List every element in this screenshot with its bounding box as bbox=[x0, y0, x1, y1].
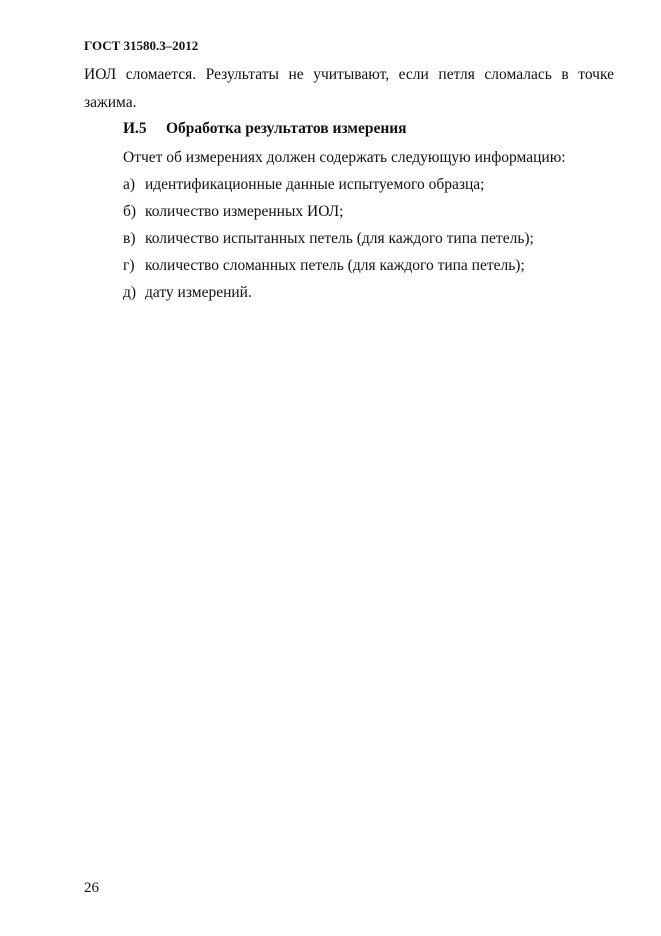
list-item-text: количество испытанных петель (для каждого типа петель); bbox=[145, 230, 534, 247]
section-heading bbox=[123, 120, 407, 138]
list-item-text: идентификационные данные испытуемого образца; bbox=[145, 176, 485, 193]
list-marker: в) bbox=[123, 230, 136, 247]
list-marker: б) bbox=[123, 203, 137, 220]
document-header: ГОСТ 31580.3–2012 bbox=[84, 38, 199, 53]
intro-text: Отчет об измерениях должен содержать следующую информацию: bbox=[123, 149, 566, 166]
list-item bbox=[123, 284, 252, 302]
list-item bbox=[123, 176, 484, 194]
list-item-text: количество сломанных петель (для каждого типа петель); bbox=[145, 257, 525, 274]
list-marker: д) bbox=[123, 284, 137, 301]
section-number: И.5 bbox=[123, 120, 147, 137]
list-marker: а) bbox=[123, 176, 136, 193]
section-title: Обработка результатов измерения bbox=[166, 120, 407, 137]
list-item-text: дату измерений. bbox=[145, 284, 252, 301]
list-item bbox=[123, 257, 525, 275]
list-marker: г) bbox=[123, 257, 135, 274]
continuation-line-1: ИОЛ сломается. Результаты не учитывают, если петля сломалась в точке bbox=[84, 66, 614, 83]
list-item bbox=[123, 203, 343, 221]
page-number: 26 bbox=[84, 880, 99, 896]
continuation-line-2: зажима. bbox=[84, 94, 137, 111]
list-item-text: количество измеренных ИОЛ; bbox=[145, 203, 344, 220]
list-item bbox=[123, 230, 534, 248]
